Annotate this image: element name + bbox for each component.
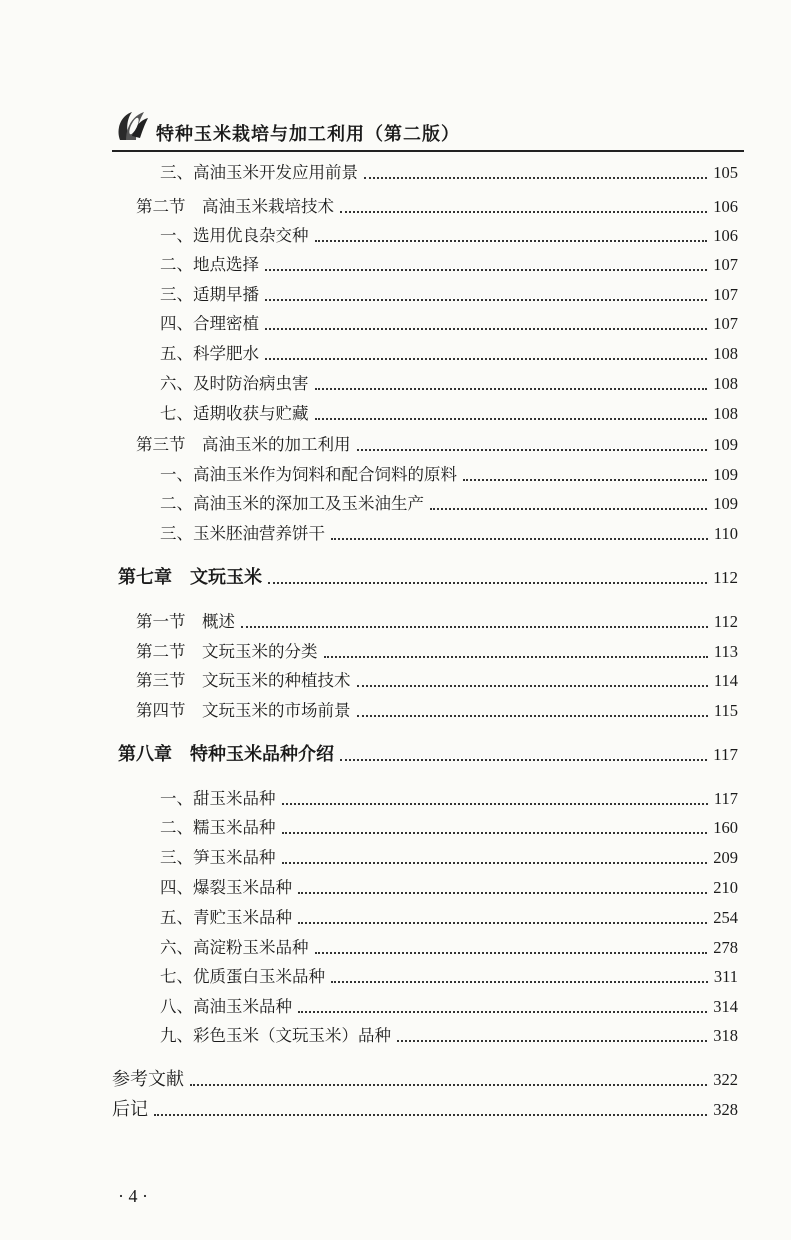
toc-entry-page: 106	[713, 197, 738, 216]
toc-entry	[160, 994, 738, 1020]
toc-entry	[136, 194, 738, 220]
toc-entry-label: 一、选用优良杂交种	[160, 226, 309, 245]
toc-entry-label: 第二节 文玩玉米的分类	[136, 642, 318, 661]
toc-entry	[160, 815, 738, 841]
toc-entry-label: 三、适期早播	[160, 285, 259, 304]
toc-entry-label: 一、高油玉米作为饲料和配合饲料的原料	[160, 465, 457, 484]
header-rule	[112, 150, 744, 152]
dot-leader	[265, 269, 707, 271]
toc-entry	[112, 1067, 738, 1093]
toc-entry	[160, 341, 738, 367]
toc-entry-label: 第四节 文玩玉米的市场前景	[136, 701, 351, 720]
toc-entry-page: 107	[713, 314, 738, 333]
toc-entry	[136, 668, 738, 694]
toc-entry	[160, 905, 738, 931]
dot-leader	[340, 759, 707, 761]
page-number: · 4 ·	[118, 1186, 148, 1206]
dot-leader	[315, 388, 708, 390]
toc-entry-label: 四、合理密植	[160, 314, 259, 333]
toc-entry-label: 后记	[112, 1099, 148, 1120]
toc-entry	[136, 639, 738, 665]
toc-entry	[112, 1097, 738, 1123]
toc-entry	[160, 491, 738, 517]
toc-entry	[160, 252, 738, 278]
toc-entry	[136, 432, 738, 458]
toc-entry-label: 二、地点选择	[160, 255, 259, 274]
toc-entry-page: 112	[713, 612, 738, 631]
toc-entry-page: 108	[713, 374, 738, 393]
dot-leader	[190, 1084, 707, 1086]
dot-leader	[282, 832, 708, 834]
toc-entry-page: 113	[713, 642, 738, 661]
dot-leader	[265, 358, 707, 360]
toc-entry-label: 六、及时防治病虫害	[160, 374, 309, 393]
dot-leader	[241, 626, 708, 628]
toc-entry-page: 209	[713, 848, 738, 867]
dot-leader	[265, 328, 707, 330]
toc-entry-label: 二、高油玉米的深加工及玉米油生产	[160, 494, 424, 513]
dot-leader	[324, 656, 708, 658]
toc-entry	[118, 742, 738, 768]
toc-entry-page: 109	[713, 494, 738, 513]
toc-entry-page: 109	[713, 465, 738, 484]
toc-entry-label: 三、笋玉米品种	[160, 848, 276, 867]
dot-leader	[268, 582, 707, 584]
toc-entry-page: 107	[713, 285, 738, 304]
dot-leader	[315, 418, 708, 420]
toc-entry-label: 三、玉米胚油营养饼干	[160, 524, 325, 543]
toc-entry-page: 160	[713, 818, 738, 837]
toc-entry-page: 109	[713, 435, 738, 454]
toc-entry-page: 254	[713, 908, 738, 927]
toc-entry-page: 117	[713, 745, 738, 764]
dot-leader	[357, 449, 708, 451]
toc-entry-label: 六、高淀粉玉米品种	[160, 938, 309, 957]
toc-entry-label: 一、甜玉米品种	[160, 789, 276, 808]
dot-leader	[298, 1011, 707, 1013]
dot-leader	[357, 685, 708, 687]
toc-entry-label: 四、爆裂玉米品种	[160, 878, 292, 897]
toc-entry	[160, 875, 738, 901]
dot-leader	[315, 240, 708, 242]
toc-entry-page: 117	[713, 789, 738, 808]
toc-entry-label: 第一节 概述	[136, 612, 235, 631]
toc-entry-page: 318	[713, 1026, 738, 1045]
toc-entry	[160, 935, 738, 961]
dot-leader	[331, 981, 708, 983]
toc-entry-label: 第三节 文玩玉米的种植技术	[136, 671, 351, 690]
dot-leader	[154, 1114, 707, 1116]
toc-entry-page: 311	[713, 967, 738, 986]
toc-entry-page: 278	[713, 938, 738, 957]
toc-entry-page: 114	[713, 671, 738, 690]
toc-entry	[160, 401, 738, 427]
book-title: 特种玉米栽培与加工利用（第二版）	[156, 124, 460, 145]
dot-leader	[298, 892, 707, 894]
toc-entry	[160, 282, 738, 308]
toc-entry-page: 106	[713, 226, 738, 245]
toc-entry-label: 五、青贮玉米品种	[160, 908, 292, 927]
running-header	[112, 104, 744, 148]
toc-entry	[136, 609, 738, 635]
toc-entry-page: 108	[713, 404, 738, 423]
toc-entry	[160, 371, 738, 397]
toc-entry-label: 参考文献	[112, 1069, 184, 1090]
dot-leader	[265, 299, 707, 301]
dot-leader	[430, 508, 707, 510]
dot-leader	[282, 803, 708, 805]
toc-entry-label: 九、彩色玉米（文玩玉米）品种	[160, 1026, 391, 1045]
dot-leader	[340, 211, 707, 213]
toc-entry-label: 三、高油玉米开发应用前景	[160, 163, 358, 182]
toc-entry	[160, 223, 738, 249]
toc-entry	[160, 1023, 738, 1049]
toc-entry-page: 210	[713, 878, 738, 897]
toc-entry-label: 八、高油玉米品种	[160, 997, 292, 1016]
toc-entry-page: 322	[713, 1070, 738, 1089]
toc-entry-page: 328	[713, 1100, 738, 1119]
dot-leader	[298, 922, 707, 924]
toc-entry-page: 314	[713, 997, 738, 1016]
toc-entry	[118, 565, 738, 591]
toc-entry-page: 108	[713, 344, 738, 363]
toc-entry-label: 七、优质蛋白玉米品种	[160, 967, 325, 986]
toc-entry	[160, 845, 738, 871]
toc-entry-page: 105	[713, 163, 738, 182]
dot-leader	[357, 715, 708, 717]
toc-entry-label: 第二节 高油玉米栽培技术	[136, 197, 334, 216]
toc-entry-label: 第三节 高油玉米的加工利用	[136, 435, 351, 454]
dot-leader	[282, 862, 708, 864]
toc-entry-page: 110	[713, 524, 738, 543]
toc-entry	[160, 964, 738, 990]
toc-entry	[160, 160, 738, 186]
toc-entry	[160, 311, 738, 337]
toc-entry	[160, 786, 738, 812]
dot-leader	[331, 538, 708, 540]
toc-entry-page: 115	[713, 701, 738, 720]
dot-leader	[315, 952, 708, 954]
toc-entry	[136, 698, 738, 724]
dot-leader	[463, 479, 707, 481]
dot-leader	[364, 177, 707, 179]
toc-entry-page: 112	[713, 568, 738, 587]
dot-leader	[397, 1040, 707, 1042]
toc-entry-label: 第八章 特种玉米品种介绍	[118, 744, 334, 765]
toc-entry	[160, 521, 738, 547]
toc-entry-label: 第七章 文玩玉米	[118, 567, 262, 588]
toc-entry-label: 五、科学肥水	[160, 344, 259, 363]
toc-entry-label: 二、糯玉米品种	[160, 818, 276, 837]
toc-entry	[160, 462, 738, 488]
toc-entry-page: 107	[713, 255, 738, 274]
corn-ear-icon	[112, 106, 152, 146]
toc-entry-label: 七、适期收获与贮藏	[160, 404, 309, 423]
